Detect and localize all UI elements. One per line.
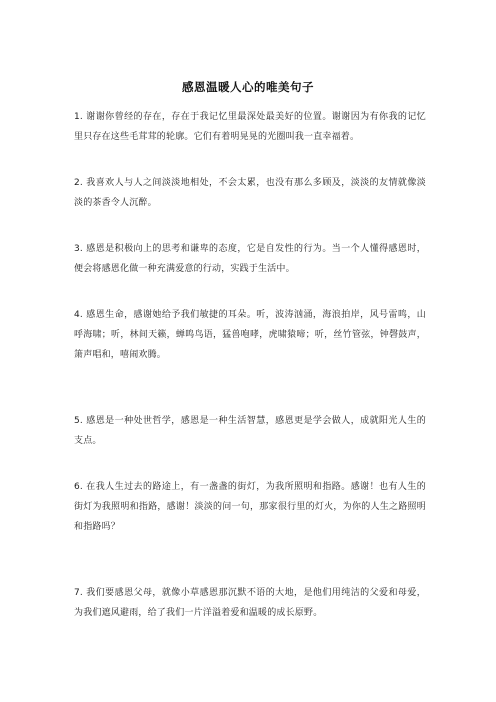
- paragraph-5: 5. 感恩是一种处世哲学，感恩是一种生活智慧，感恩更是学会做人，成就阳光人生的支点。: [74, 416, 426, 446]
- paragraph-4: 4. 感恩生命，感谢她给予我们敏捷的耳朵。听，波涛汹涌，海浪拍岸，风号雷鸣，山呼海啸；听，林间天籁，蝉鸣鸟语，猛兽咆哮，虎啸猿啼；听，丝竹管弦，钟磬鼓声，箫声唱和，嘻闹欢腾。: [74, 310, 426, 360]
- paragraph-3: 3. 感恩是积极向上的思考和谦卑的态度，它是自发性的行为。当一个人懂得感恩时，便会将感恩化做一种充满爱意的行动，实践于生活中。: [74, 244, 426, 274]
- paragraph-1: 1. 谢谢你曾经的存在，存在于我记忆里最深处最美好的位置。谢谢因为有你我的记忆里只存在这些毛茸茸的轮廓。它们有着明晃晃的光圈叫我一直幸福着。: [74, 112, 426, 142]
- paragraph-2: 2. 我喜欢人与人之间淡淡地相处，不会太累，也没有那么多顾及，淡淡的友情就像淡淡的茶香令人沉醉。: [74, 178, 426, 208]
- paragraph-7: 7. 我们要感恩父母，就像小草感恩那沉默不语的大地，是他们用纯洁的父爱和母爱，为我们遮风避雨，给了我们一片洋溢着爱和温暖的成长原野。: [74, 588, 426, 618]
- paragraph-6: 6. 在我人生过去的路途上，有一盏盏的街灯，为我所照明和指路。感谢！也有人生的街灯为我照明和指路，感谢！淡淡的问一句，那家很行里的灯火，为你的人生之路照明和指路吗？: [74, 482, 426, 532]
- document-title: 感恩温暖人心的唯美句子: [182, 80, 314, 94]
